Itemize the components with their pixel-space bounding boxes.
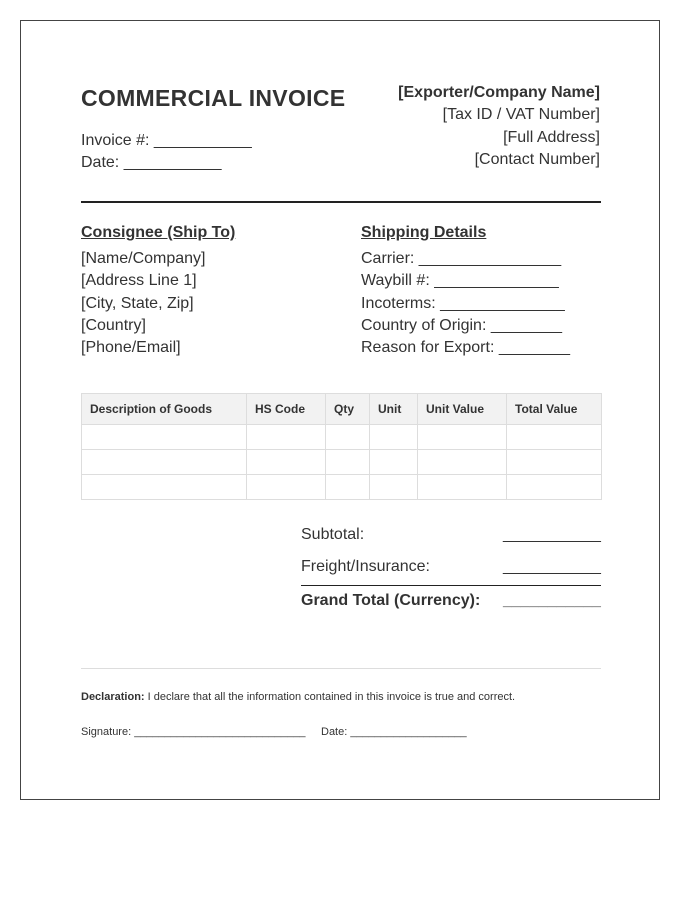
freight-label: Freight/Insurance: bbox=[301, 558, 430, 575]
table-cell bbox=[507, 475, 602, 500]
table-cell bbox=[326, 450, 370, 475]
consignee-heading: Consignee (Ship To) bbox=[81, 224, 236, 241]
shipping-incoterms: Incoterms: ______________ bbox=[361, 294, 565, 312]
table-cell bbox=[326, 475, 370, 500]
table-cell bbox=[418, 450, 507, 475]
table-row bbox=[82, 450, 602, 475]
invoice-page bbox=[20, 20, 660, 800]
column-header-unit-value: Unit Value bbox=[418, 394, 507, 425]
shipping-heading: Shipping Details bbox=[361, 224, 487, 241]
invoice-date-field: Date: ___________ bbox=[81, 154, 222, 171]
column-header-qty: Qty bbox=[326, 394, 370, 425]
column-header-hs-code: HS Code bbox=[247, 394, 326, 425]
goods-table bbox=[81, 393, 602, 500]
table-cell bbox=[82, 475, 247, 500]
consignee-name: [Name/Company] bbox=[81, 250, 206, 267]
shipping-origin: Country of Origin: ________ bbox=[361, 316, 563, 334]
table-cell bbox=[507, 425, 602, 450]
subtotal-value: ___________ bbox=[503, 526, 601, 543]
exporter-name: [Exporter/Company Name] bbox=[398, 84, 600, 101]
declaration-text: I declare that all the information contained in this invoice is true and correct. bbox=[144, 691, 516, 703]
shipping-carrier: Carrier: ________________ bbox=[361, 250, 562, 267]
subtotal-label: Subtotal: bbox=[301, 526, 365, 543]
header-divider bbox=[81, 201, 601, 203]
table-cell bbox=[418, 475, 507, 500]
table-row bbox=[82, 475, 602, 500]
table-cell bbox=[247, 425, 326, 450]
consignee-city: [City, State, Zip] bbox=[81, 294, 194, 312]
signature-date-field: Date: ___________________ bbox=[321, 726, 467, 738]
invoice-number-field: Invoice #: ___________ bbox=[81, 132, 252, 149]
freight-value: ___________ bbox=[503, 558, 601, 575]
column-header-total-value: Total Value bbox=[507, 394, 602, 425]
exporter-contact: [Contact Number] bbox=[474, 150, 600, 168]
shipping-waybill: Waybill #: ______________ bbox=[361, 272, 559, 290]
exporter-tax-id: [Tax ID / VAT Number] bbox=[442, 106, 600, 124]
consignee-contact: [Phone/Email] bbox=[81, 339, 181, 357]
shipping-section bbox=[361, 224, 570, 359]
shipping-reason: Reason for Export: ________ bbox=[361, 339, 571, 357]
totals-divider bbox=[301, 585, 601, 586]
table-row bbox=[82, 425, 602, 450]
grand-total-label: Grand Total (Currency): bbox=[301, 592, 481, 609]
consignee-country: [Country] bbox=[81, 316, 146, 334]
table-cell bbox=[370, 450, 418, 475]
table-cell bbox=[370, 425, 418, 450]
goods-table-header-row bbox=[82, 394, 602, 425]
table-cell bbox=[326, 425, 370, 450]
exporter-block bbox=[398, 82, 600, 171]
table-cell bbox=[247, 475, 326, 500]
table-cell bbox=[82, 425, 247, 450]
column-header-description: Description of Goods bbox=[82, 394, 247, 425]
grand-total-value: ___________ bbox=[503, 592, 601, 609]
invoice-title: COMMERCIAL INVOICE bbox=[81, 85, 346, 111]
column-header-unit: Unit bbox=[370, 394, 418, 425]
footer-divider bbox=[81, 668, 601, 669]
signature-field: Signature: ____________________________ bbox=[81, 726, 306, 738]
declaration bbox=[81, 691, 515, 703]
consignee-address: [Address Line 1] bbox=[81, 272, 197, 290]
table-cell bbox=[418, 425, 507, 450]
table-cell bbox=[247, 450, 326, 475]
table-cell bbox=[370, 475, 418, 500]
table-cell bbox=[507, 450, 602, 475]
consignee-section bbox=[81, 224, 235, 359]
exporter-address: [Full Address] bbox=[503, 128, 600, 146]
declaration-label: Declaration: bbox=[81, 691, 145, 703]
table-cell bbox=[82, 450, 247, 475]
